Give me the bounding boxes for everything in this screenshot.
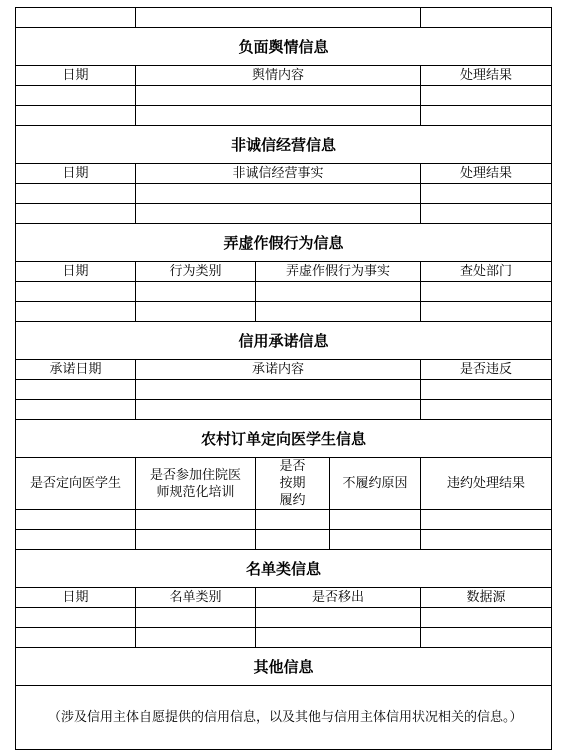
table-row <box>16 204 552 224</box>
empty-cell <box>16 184 136 204</box>
empty-cell <box>421 510 552 530</box>
empty-cell <box>330 510 421 530</box>
section-title-commitment: 信用承诺信息 <box>16 322 552 360</box>
note-row <box>16 686 552 750</box>
section-title-row <box>16 420 552 458</box>
table-row <box>16 380 552 400</box>
empty-cell <box>136 380 421 400</box>
empty-cell <box>16 400 136 420</box>
header-row <box>16 262 552 282</box>
empty-cell <box>421 8 552 28</box>
column-header: 非诚信经营事实 <box>136 164 421 184</box>
column-header: 是否按期履约 <box>256 458 330 510</box>
empty-cell <box>421 628 552 648</box>
empty-cell <box>136 628 256 648</box>
empty-cell <box>136 400 421 420</box>
header-row <box>16 164 552 184</box>
empty-cell <box>16 608 136 628</box>
empty-cell <box>136 106 421 126</box>
column-header: 弄虚作假行为事实 <box>256 262 421 282</box>
empty-cell <box>256 510 330 530</box>
empty-cell <box>330 530 421 550</box>
section-title-list: 名单类信息 <box>16 550 552 588</box>
empty-cell <box>136 8 421 28</box>
column-header: 处理结果 <box>421 66 552 86</box>
column-header: 舆情内容 <box>136 66 421 86</box>
section-title-row <box>16 648 552 686</box>
table-row <box>16 106 552 126</box>
column-header: 名单类别 <box>136 588 256 608</box>
empty-cell <box>256 282 421 302</box>
credit-info-form <box>15 7 552 750</box>
empty-cell <box>256 530 330 550</box>
header-row <box>16 66 552 86</box>
empty-cell <box>16 8 136 28</box>
column-header: 日期 <box>16 66 136 86</box>
empty-cell <box>256 302 421 322</box>
empty-cell <box>421 282 552 302</box>
empty-cell <box>136 282 256 302</box>
empty-cell <box>16 510 136 530</box>
empty-cell <box>16 86 136 106</box>
empty-cell <box>421 86 552 106</box>
column-header: 是否违反 <box>421 360 552 380</box>
empty-cell <box>421 204 552 224</box>
empty-cell <box>16 302 136 322</box>
column-header: 是否移出 <box>256 588 421 608</box>
column-header: 行为类别 <box>136 262 256 282</box>
empty-cell <box>136 510 256 530</box>
table-row <box>16 400 552 420</box>
empty-cell <box>136 184 421 204</box>
empty-cell <box>421 380 552 400</box>
table-row <box>16 184 552 204</box>
empty-cell <box>136 302 256 322</box>
column-header: 日期 <box>16 164 136 184</box>
section-title-dishonest: 非诚信经营信息 <box>16 126 552 164</box>
other-info-note: （涉及信用主体自愿提供的信用信息，以及其他与信用主体信用状况相关的信息。） <box>48 710 523 725</box>
other-info-note-cell <box>16 686 552 750</box>
empty-cell <box>136 530 256 550</box>
column-header: 日期 <box>16 262 136 282</box>
empty-cell <box>16 380 136 400</box>
column-header: 数据源 <box>421 588 552 608</box>
header-row <box>16 588 552 608</box>
empty-cell <box>16 628 136 648</box>
section-title-row <box>16 322 552 360</box>
empty-cell <box>421 608 552 628</box>
column-header: 处理结果 <box>421 164 552 184</box>
column-header: 是否定向医学生 <box>16 458 136 510</box>
empty-cell <box>256 608 421 628</box>
section-title-other: 其他信息 <box>16 648 552 686</box>
empty-cell <box>421 400 552 420</box>
column-header: 承诺内容 <box>136 360 421 380</box>
empty-cell <box>16 530 136 550</box>
section-title-row <box>16 550 552 588</box>
table-row <box>16 302 552 322</box>
column-header: 违约处理结果 <box>421 458 552 510</box>
column-header: 是否参加住院医师规范化培训 <box>136 458 256 510</box>
empty-cell <box>136 204 421 224</box>
empty-cell <box>16 106 136 126</box>
section-title-fraud: 弄虚作假行为信息 <box>16 224 552 262</box>
table-row <box>16 608 552 628</box>
column-header: 不履约原因 <box>330 458 421 510</box>
empty-cell <box>136 608 256 628</box>
section-title-row <box>16 28 552 66</box>
column-header: 日期 <box>16 588 136 608</box>
empty-cell <box>16 282 136 302</box>
table-row <box>16 530 552 550</box>
empty-cell <box>136 86 421 106</box>
empty-cell <box>16 204 136 224</box>
column-header: 查处部门 <box>421 262 552 282</box>
section-title-row <box>16 126 552 164</box>
table-row <box>16 628 552 648</box>
empty-cell <box>421 184 552 204</box>
header-row <box>16 360 552 380</box>
column-header: 承诺日期 <box>16 360 136 380</box>
empty-cell <box>421 302 552 322</box>
table-row <box>16 8 552 28</box>
table-row <box>16 282 552 302</box>
empty-cell <box>421 106 552 126</box>
empty-cell <box>421 530 552 550</box>
header-row <box>16 458 552 510</box>
section-title-rural: 农村订单定向医学生信息 <box>16 420 552 458</box>
table-row <box>16 86 552 106</box>
section-title-negative: 负面舆情信息 <box>16 28 552 66</box>
section-title-row <box>16 224 552 262</box>
table-row <box>16 510 552 530</box>
empty-cell <box>256 628 421 648</box>
